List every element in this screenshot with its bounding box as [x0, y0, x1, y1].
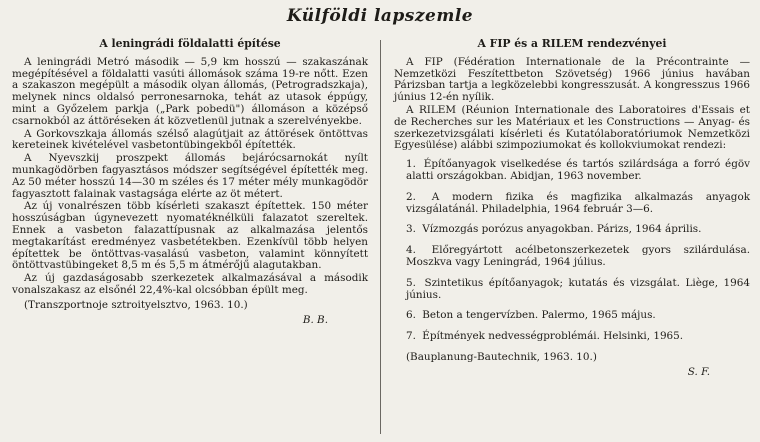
list-item: [394, 224, 750, 236]
left-paragraph: A Nyevszkij proszpekt állomás bejárócsarnokát nyílt munkagödörben fagyasztásos módszer segítségével építették meg. Az 50 méter hosszú 14—30 m széles és 17 méter mély munkagödör fagyasztott falainak vastagsága elérte az öt métert.: [12, 152, 368, 200]
right-source: (Bauplanung-Bautechnik, 1963. 10.): [406, 350, 597, 363]
left-article-heading: A leningrádi földalatti építése: [99, 37, 281, 50]
right-signature: S. F.: [687, 365, 710, 378]
left-paragraph: Az új vonalrészen több kísérleti szakaszt építettek. 150 méter hosszúságban úgynevezett nyomatéknélküli falazatot szereltek. Ennek a vasbeton falazattípusnak az alkalmazása jelentős megtakarítást eredményez vasbetétekben. Ezenkívül több helyen építettek be öntöttvas-vasalású vasbeton, valamint könnyített öntöttvastübingeket 8,5 m és 5,5 m átmérőjű alagutakban.: [12, 200, 368, 272]
list-item-text: Építőanyagok viselkedése és tartós szilárdsága a forró égöv alatti országokban. Abidjan, 1963 november.: [406, 158, 750, 182]
list-item-number: 1.: [406, 158, 416, 171]
list-item: [394, 159, 750, 183]
left-signature: B. B.: [302, 313, 328, 326]
right-article: [394, 38, 750, 379]
list-item-text: Szintetikus építőanyagok; kutatás és vizsgálat. Liège, 1964 június.: [406, 276, 750, 301]
list-item-text: Vízmozgás porózus anyagokban. Párizs, 1964 április.: [422, 223, 702, 236]
left-source: (Transzportnoje sztroityelsztvo, 1963. 10.): [24, 298, 248, 311]
list-item-number: 7.: [406, 330, 416, 343]
left-paragraph: A Gorkovszkaja állomás szélső alagútjait az áttörések öntöttvas kereteinek kivételével vasbetontübingekből építették.: [12, 127, 368, 152]
right-paragraph: A FIP (Fédération Internationale de la Précontrainte — Nemzetközi Feszítettbeton Szövetség) 1966 június havában Párizsban tartja a legközelebbi kongresszusát. A kongresszus 1966 június 12-én nyílik.: [394, 55, 750, 104]
list-item: [394, 310, 750, 322]
list-item: [394, 245, 750, 269]
list-item: [394, 192, 750, 216]
page-title: Külföldi lapszemle: [286, 6, 474, 26]
list-item-number: 3.: [406, 223, 416, 236]
column-divider: [380, 40, 381, 434]
event-list: [394, 159, 750, 343]
list-item-number: 6.: [406, 309, 416, 322]
list-item-text: Beton a tengervízben. Palermo, 1965 május.: [422, 309, 656, 322]
right-paragraph: A RILEM (Réunion Internationale des Laboratoires d'Essais et de Recherches sur les Matériaux et les Constructions — Anyag- és szerkezetvizsgálati kísérleti és Kutatólaboratóriumok Nemzetközi Egyesülése) alábbi szimpoziumokat és kollokviumokat rendezi:: [394, 103, 750, 152]
list-item: [394, 331, 750, 343]
list-item-number: 2.: [406, 190, 416, 203]
right-article-heading: A FIP és a RILEM rendezvényei: [477, 37, 667, 50]
left-paragraph: A leningrádi Metró második — 5,9 km hosszú — szakaszának megépítésével a földalatti vasúti állomások száma 19-re nőtt. Ezen a szakaszon megépült a második olyan állomás, (Petrogradszkaja), melynek nincs oldalsó perronesarnoka, tehát az utasok éppúgy, mint a Győzelem parkja („Park pobedü") állomáson a középső csarnokból az áttöréseken át közvetlenül jutnak a szerelvényekbe.: [12, 55, 368, 127]
list-item-text: A modern fizika és magfizika alkalmazás anyagok vizsgálatánál. Philadelphia, 1964 február 3—6.: [406, 190, 750, 215]
left-article: [12, 38, 368, 326]
list-item: [394, 278, 750, 302]
list-item-number: 4.: [406, 244, 416, 257]
left-paragraph: Az új gazdaságosabb szerkezetek alkalmazásával a második vonalszakasz az elsőnél 22,4%-kal olcsóbban épült meg.: [12, 272, 368, 296]
list-item-text: Építmények nedvességproblémái. Helsinki, 1965.: [422, 330, 684, 343]
list-item-text: Előregyártott acélbetonszerkezetek gyors szilárdulása. Moszkva vagy Leningrád, 1964 július.: [406, 244, 750, 268]
list-item-number: 5.: [406, 276, 416, 289]
